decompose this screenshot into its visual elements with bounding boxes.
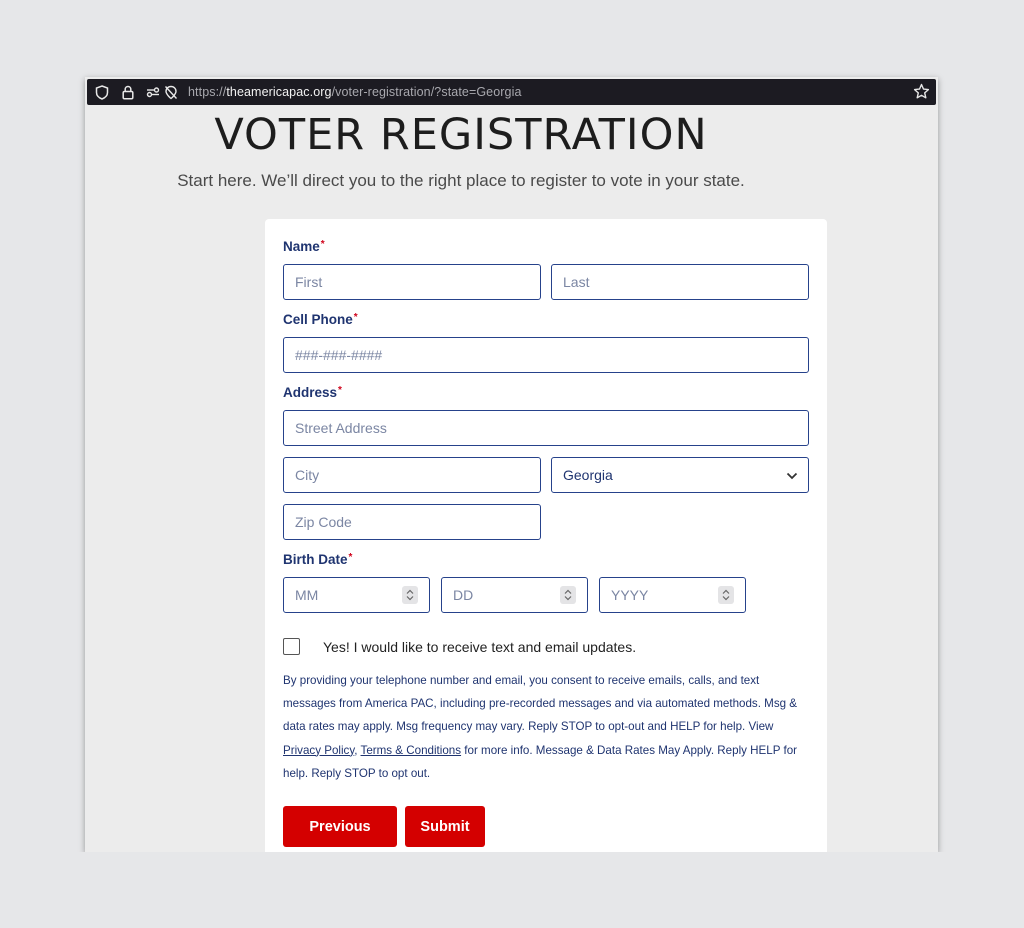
year-stepper-icon[interactable] [718, 586, 734, 604]
shield-icon[interactable] [95, 85, 109, 100]
street-address-input[interactable]: Street Address [283, 410, 809, 446]
submit-button[interactable]: Submit [405, 806, 485, 847]
address-bar[interactable] [87, 79, 936, 105]
state-select-value: Georgia [563, 467, 613, 483]
lock-icon[interactable] [122, 85, 134, 100]
url-text[interactable]: https://theamericapac.org/voter-registration/?state=Georgia [188, 85, 522, 99]
permissions-icon[interactable] [146, 86, 160, 98]
previous-button[interactable]: Previous [283, 806, 397, 847]
page-subtitle: Start here. We’ll direct you to the right place to register to vote in your state. [177, 171, 745, 190]
chevron-down-icon [786, 467, 798, 483]
month-stepper-icon[interactable] [402, 586, 418, 604]
backdrop-bottom [0, 852, 1024, 928]
state-select[interactable] [551, 457, 809, 493]
zip-code-input[interactable]: Zip Code [283, 504, 541, 540]
tracking-protection-icon[interactable] [164, 85, 178, 100]
birth-year-input[interactable]: YYYY [599, 577, 746, 613]
first-name-input[interactable]: First [283, 264, 541, 300]
birth-date-label: Birth Date* [283, 552, 353, 567]
cell-phone-input[interactable]: ###-###-#### [283, 337, 809, 373]
updates-consent-checkbox[interactable] [283, 638, 300, 655]
city-input[interactable]: City [283, 457, 541, 493]
privacy-policy-link[interactable]: Privacy Policy [283, 743, 355, 757]
terms-conditions-link[interactable]: Terms & Conditions [360, 743, 462, 757]
birth-day-input[interactable]: DD [441, 577, 588, 613]
address-label: Address* [283, 385, 342, 400]
day-stepper-icon[interactable] [560, 586, 576, 604]
updates-consent-label[interactable]: Yes! I would like to receive text and email updates. [323, 639, 637, 655]
legal-disclaimer: By providing your telephone number and email, you consent to receive emails, calls, and text messages from America PAC, including pre-recorded messages and via automated methods. Msg & data rates may apply. Msg frequency may vary. Reply STOP to opt-out and HELP for help. View Privacy Policy, Terms & Conditions for more info. Message & Data Rates May Apply. Reply HELP for help. Reply STOP to opt out. [283, 674, 798, 780]
cell-phone-label: Cell Phone* [283, 312, 358, 327]
name-label: Name* [283, 239, 325, 254]
last-name-input[interactable]: Last [551, 264, 809, 300]
bookmark-star-icon[interactable] [913, 83, 930, 105]
birth-month-input[interactable]: MM [283, 577, 430, 613]
page-title: VOTER REGISTRATION [214, 110, 708, 160]
